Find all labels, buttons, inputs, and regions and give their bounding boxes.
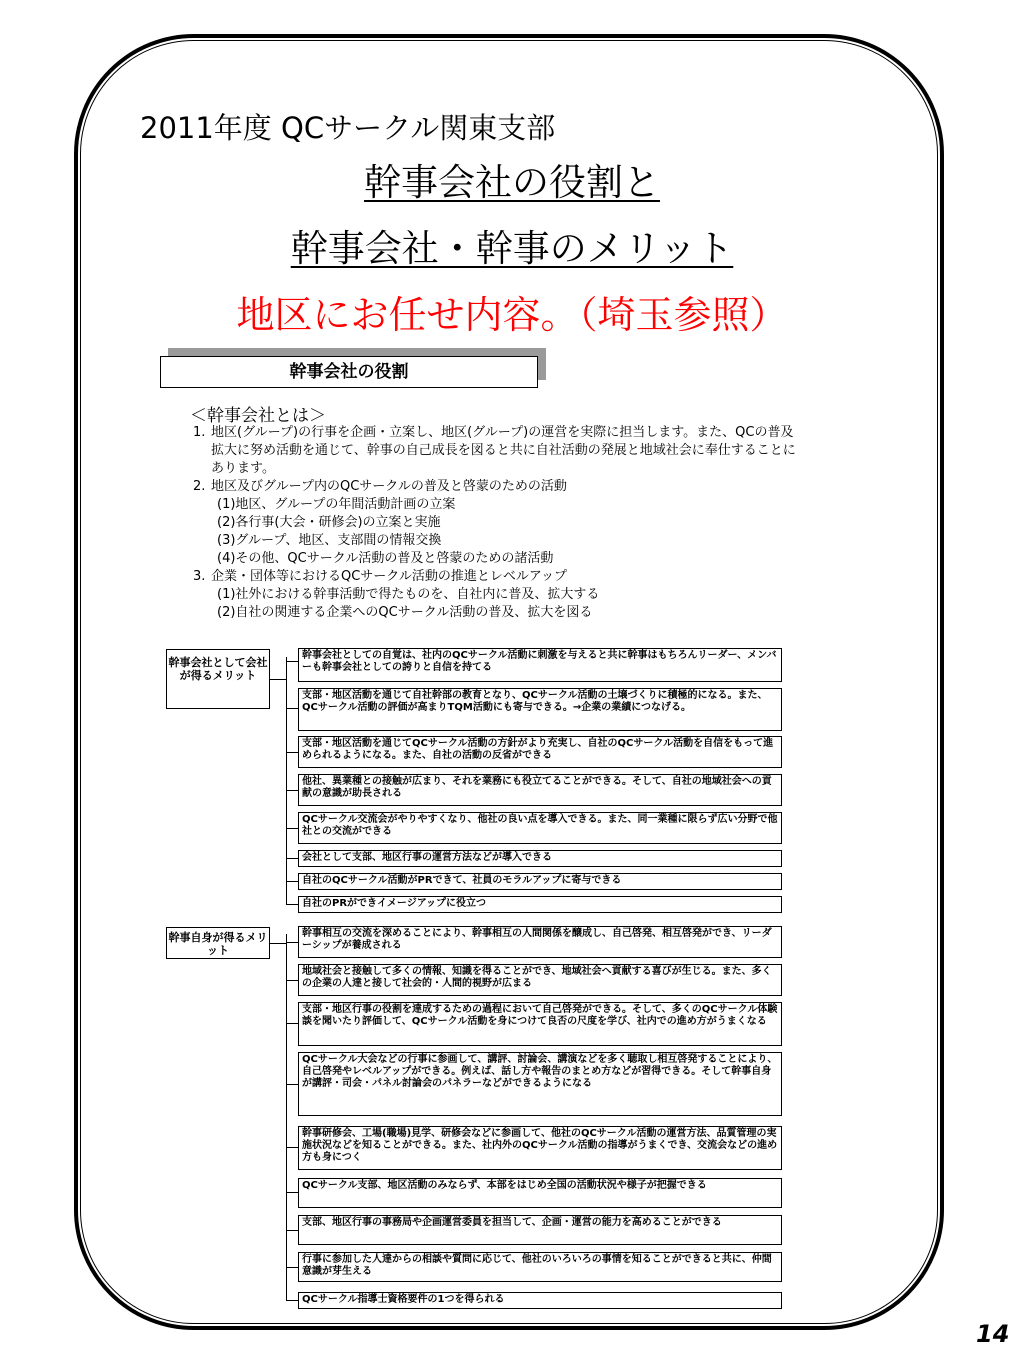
role-item: 2. 地区及びグループ内のQCサークルの普及と啓蒙のための活動 bbox=[193, 479, 567, 494]
member-merit-item: 支部、地区行事の事務局や企画運営委員を担当して、企画・運営の能力を高めることができる bbox=[298, 1215, 782, 1245]
connector bbox=[270, 943, 286, 944]
company-merit-item: 自社のQCサークル活動がPRできて、社員のモラルアップに寄与できる bbox=[298, 873, 782, 890]
company-merit-item: 他社、異業種との接触が広まり、それを業務にも役立てることができる。そして、自社の地域社会への貢献の意識が助長される bbox=[298, 774, 782, 806]
connector bbox=[286, 1300, 298, 1301]
member-merit-item: 支部・地区行事の役割を達成するための過程において自己啓発ができる。そして、多くのQCサークル体験談を聞いたり評価して、QCサークル活動を身につけて良否の尺度を学び、社内での進め方がうまくなる bbox=[298, 1002, 782, 1046]
title-line-1: 幹事会社の役割と bbox=[364, 161, 660, 204]
connector bbox=[286, 752, 298, 753]
company-merit-label: 幹事会社として会社が得るメリット bbox=[166, 649, 270, 709]
role-subitem: (2)自社の関連する企業へのQCサークル活動の普及、拡大を図る bbox=[217, 605, 593, 620]
connector bbox=[286, 881, 298, 882]
company-merit-item: 幹事会社としての自覚は、社内のQCサークル活動に刺激を与えると共に幹事はもちろんリーダー、メンバーも幹事会社としての誇りと自信を持てる bbox=[298, 648, 782, 682]
connector bbox=[286, 1023, 298, 1024]
member-merit-item: QCサークル指導士資格要件の1つを得られる bbox=[298, 1292, 782, 1309]
connector bbox=[286, 1230, 298, 1231]
member-merit-item: 幹事相互の交流を深めることにより、幹事相互の人間関係を醸成し、自己啓発、相互啓発ができ、リーダーシップが養成される bbox=[298, 926, 782, 958]
connector bbox=[286, 1147, 298, 1148]
connector bbox=[286, 828, 298, 829]
role-subitem: (2)各行事(大会・研修会)の立案と実施 bbox=[217, 515, 441, 530]
member-merit-label: 幹事自身が得るメリット bbox=[166, 927, 270, 959]
company-merit-item: 支部・地区活動を通じてQCサークル活動の方針がより充実し、自社のQCサークル活動を自信をもって進められるようになる。また、自社の活動の反省ができる bbox=[298, 736, 782, 768]
connector bbox=[286, 661, 298, 662]
member-merit-item: QCサークル支部、地区活動のみならず、本部をはじめ全国の活動状況や様子が把握できる bbox=[298, 1178, 782, 1208]
member-merit-item: 幹事研修会、工場(職場)見学、研修会などに参画して、他社のQCサークル活動の運営方法、品質管理の実施状況などを知ることができる。また、社内外のQCサークル活動の指導がうまくでき、交流会などの進め方も身につく bbox=[298, 1126, 782, 1170]
role-item: 3. 企業・団体等におけるQCサークル活動の推進とレベルアップ bbox=[193, 569, 568, 584]
header-label: 2011年度 QCサークル関東支部 bbox=[140, 111, 556, 145]
connector bbox=[286, 904, 298, 905]
connector bbox=[270, 679, 286, 680]
connector bbox=[286, 1084, 298, 1085]
role-heading-box: 幹事会社の役割 bbox=[160, 356, 538, 388]
role-list bbox=[193, 424, 803, 622]
role-subitem: (4)その他、QCサークル活動の普及と啓蒙のための諸活動 bbox=[217, 551, 554, 566]
connector bbox=[286, 942, 298, 943]
member-merit-item: QCサークル大会などの行事に参画して、講評、討論会、講演などを多く聴取し相互啓発することにより、自己啓発やレベルアップができる。例えば、話し方や報告のまとめ方などが習得できる。そして幹事自身が講評・司会・パネル討論会のパネラーなどができるようになる bbox=[298, 1052, 782, 1116]
company-merit-item: 支部・地区活動を通じて自社幹部の教育となり、QCサークル活動の土壌づくりに積極的になる。また、QCサークル活動の評価が高まりTQM活動にも寄与できる。→企業の業績につなげる。 bbox=[298, 688, 782, 731]
page-number: 14 bbox=[976, 1320, 1010, 1348]
tree-trunk bbox=[286, 657, 287, 904]
title-line-2: 幹事会社・幹事のメリット bbox=[290, 227, 734, 270]
role-subitem: (1)地区、グループの年間活動計画の立案 bbox=[217, 497, 456, 512]
role-subheading: ＜幹事会社とは＞ bbox=[190, 406, 326, 426]
company-merit-item: QCサークル交流会がやりやすくなり、他社の良い点を導入できる。また、同一業種に限らず広い分野で他社との交流ができる bbox=[298, 812, 782, 844]
member-merit-item: 地域社会と接触して多くの情報、知識を得ることができ、地域社会へ貢献する喜びが生じる。また、多くの企業の人達と接して社会的・人間的視野が広まる bbox=[298, 964, 782, 996]
role-item: 1. 地区(グループ)の行事を企画・立案し、地区(グループ)の運営を実際に担当します。また、QCの普及拡大に努め活動を通じて、幹事の自己成長を図ると共に自社活動の発展と地域社会に奉仕することにあります。 bbox=[193, 425, 796, 476]
role-subitem: (3)グループ、地区、支部間の情報交換 bbox=[217, 533, 442, 548]
connector bbox=[286, 980, 298, 981]
company-merit-item: 自社のPRができイメージアップに役立つ bbox=[298, 896, 782, 913]
connector bbox=[286, 1267, 298, 1268]
member-merit-item: 行事に参加した人達からの相談や質問に応じて、他社のいろいろの事情を知ることができると共に、仲間意識が芽生える bbox=[298, 1252, 782, 1282]
company-merit-item: 会社として支部、地区行事の運営方法などが導入できる bbox=[298, 850, 782, 867]
connector bbox=[286, 858, 298, 859]
red-note: 地区にお任せ内容。（埼玉参照） bbox=[236, 293, 788, 337]
connector bbox=[286, 708, 298, 709]
role-subitem: (1)社外における幹事活動で得たものを、自社内に普及、拡大する bbox=[217, 587, 600, 602]
connector bbox=[286, 1192, 298, 1193]
connector bbox=[286, 790, 298, 791]
tree-trunk bbox=[286, 934, 287, 1301]
